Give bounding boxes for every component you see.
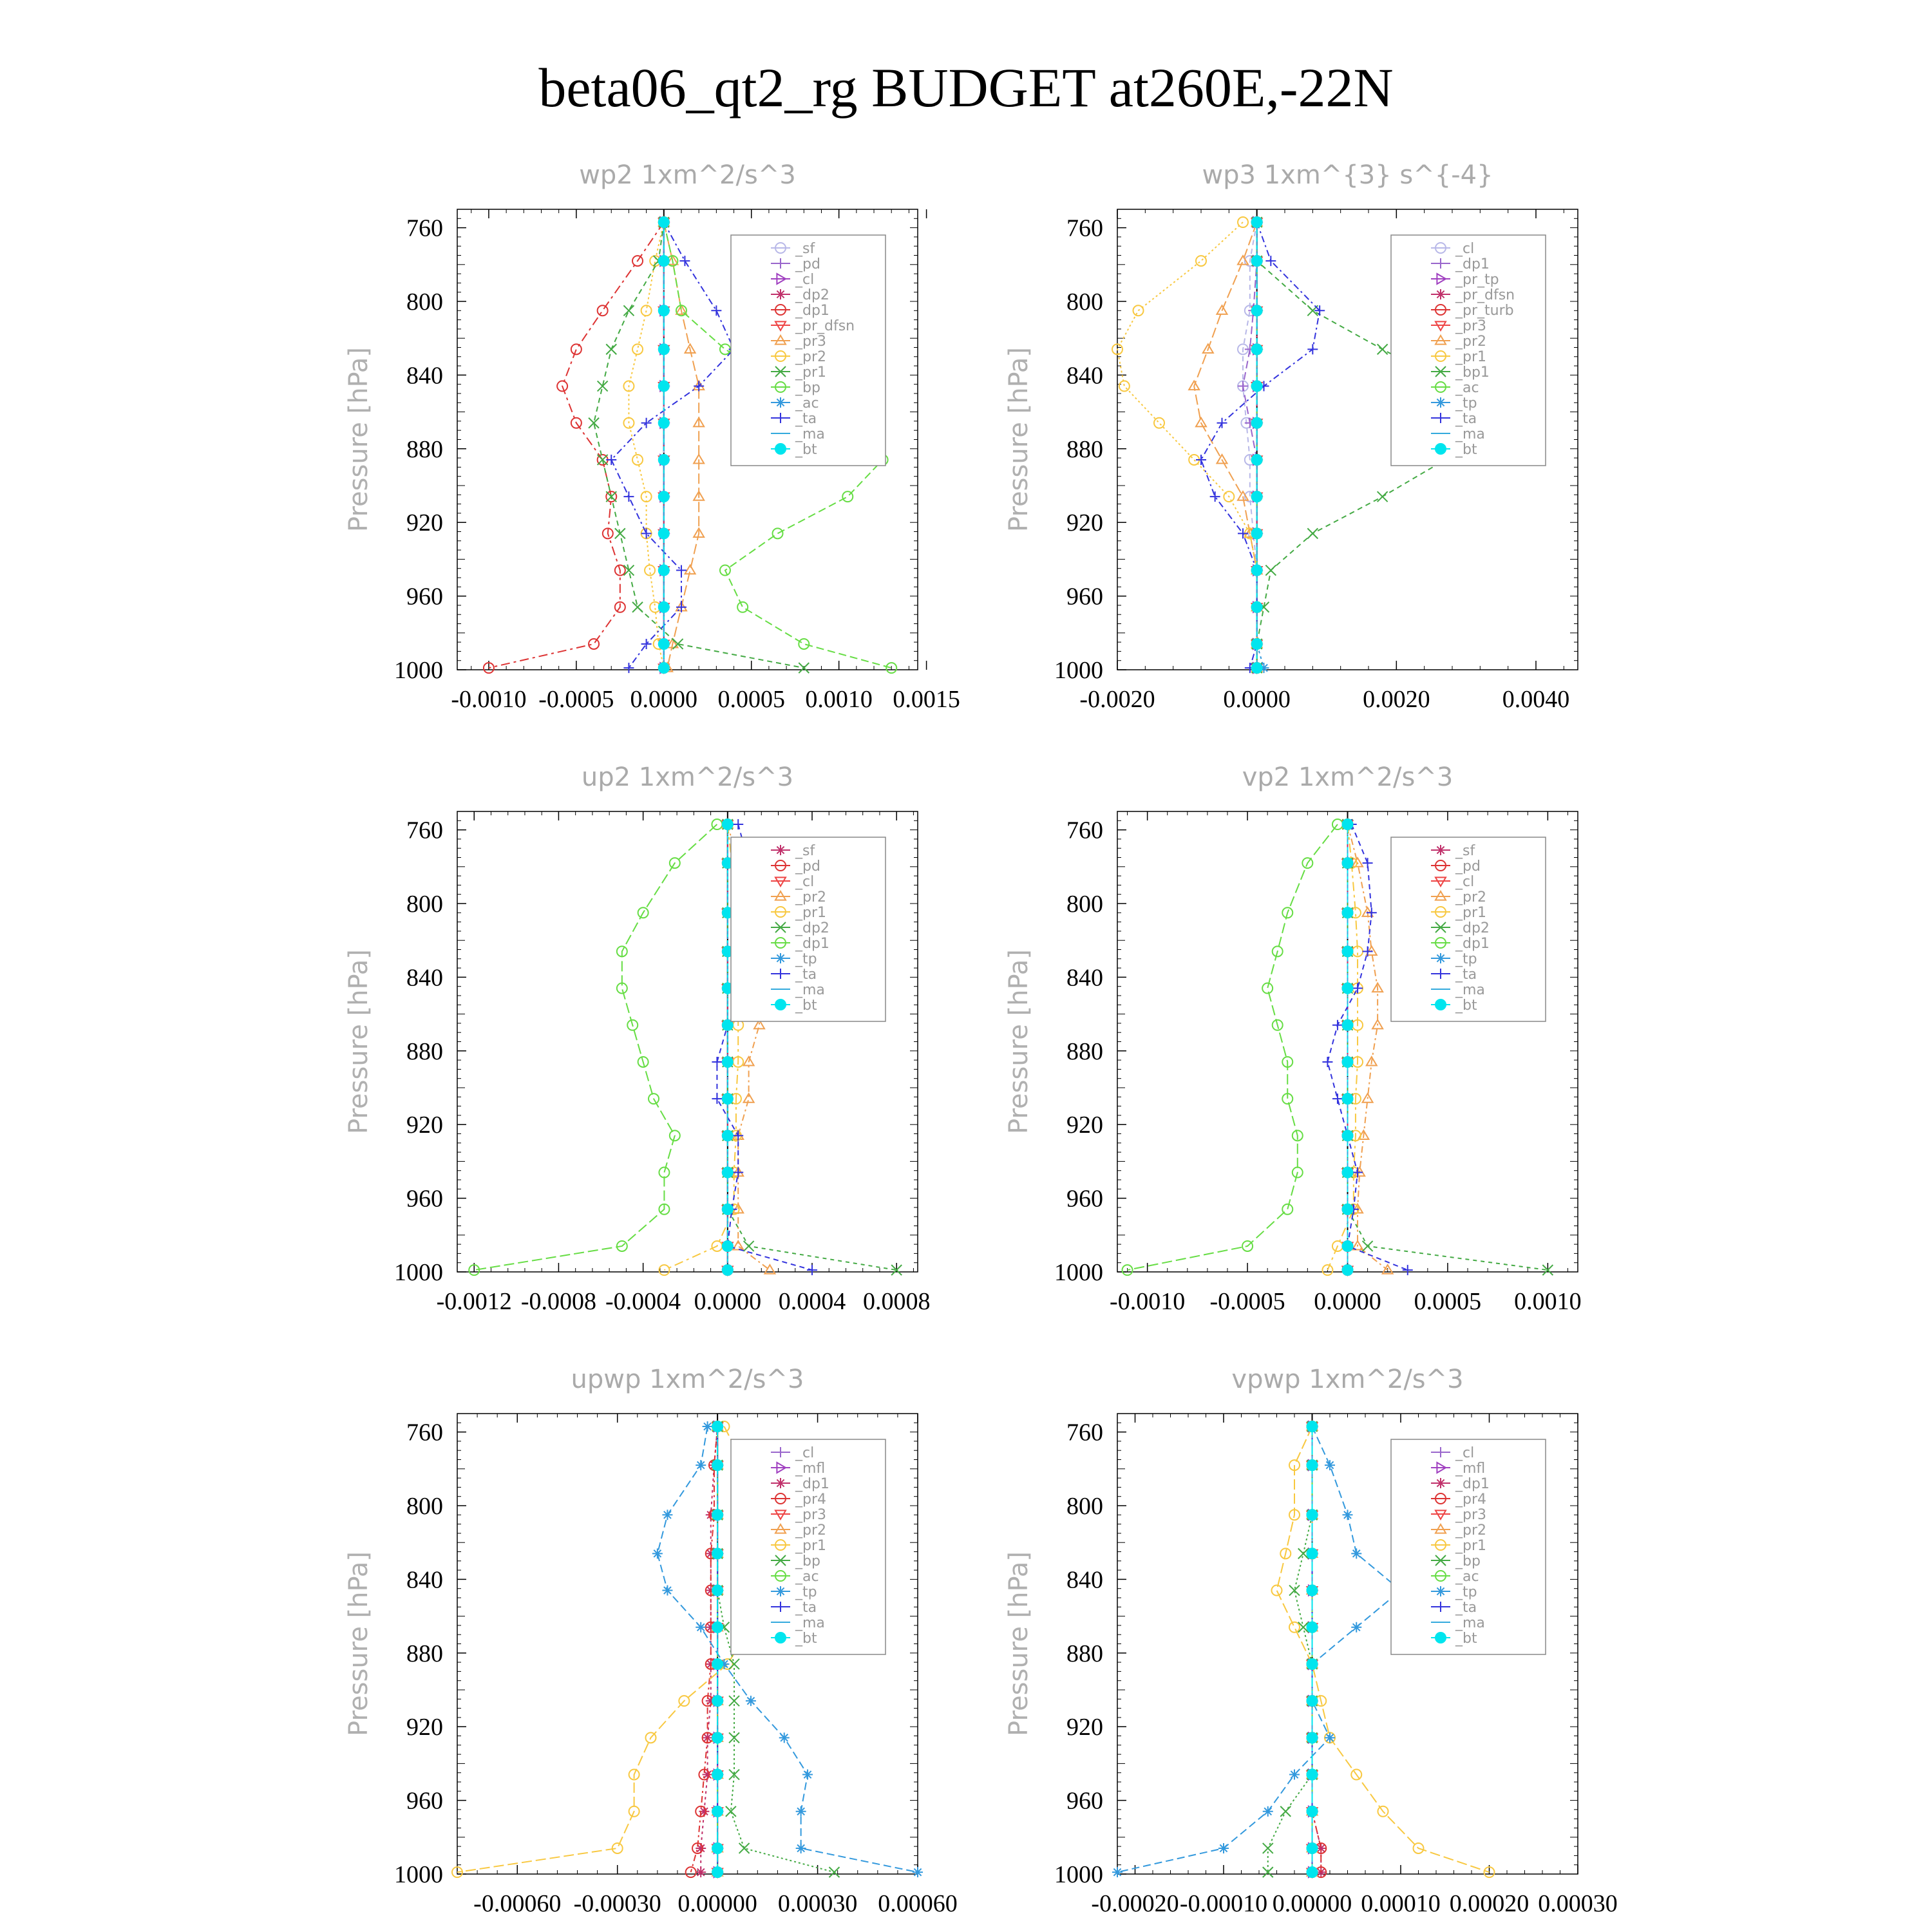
data-point-bt — [659, 663, 669, 673]
y-tick-label: 960 — [1066, 1185, 1103, 1213]
x-tick-label: -0.0008 — [520, 1288, 597, 1315]
legend-marker-tp — [1435, 953, 1446, 963]
y-axis-label: Pressure [hPa] — [1004, 1551, 1034, 1736]
data-point-bt — [1307, 1806, 1318, 1817]
y-tick-label: 1000 — [394, 657, 443, 684]
legend — [1391, 235, 1546, 466]
data-point-bt — [1252, 217, 1262, 227]
legend-marker-bt — [775, 444, 786, 454]
legend-label: _pr2 — [1455, 334, 1487, 350]
y-tick-label: 840 — [1066, 964, 1103, 992]
data-point-bt — [1343, 907, 1353, 918]
data-point-bt — [1307, 1548, 1318, 1558]
legend-marker-ac — [775, 397, 786, 408]
data-point-tp — [796, 1806, 806, 1817]
y-tick-label: 760 — [1066, 1419, 1103, 1446]
legend-label: _bt — [1455, 1631, 1477, 1647]
y-tick-label: 880 — [406, 1640, 443, 1667]
y-tick-label: 1000 — [394, 1861, 443, 1888]
legend-marker-tp — [775, 953, 786, 963]
legend-label: _pr2 — [1455, 1522, 1487, 1539]
legend-label: _ac — [795, 395, 819, 412]
x-tick-label: -0.0004 — [605, 1288, 681, 1315]
data-point-bt — [1252, 565, 1262, 576]
y-tick-label: 840 — [1066, 362, 1103, 390]
y-tick-label: 920 — [406, 1112, 443, 1139]
x-tick-label: -0.0010 — [451, 686, 527, 713]
x-tick-label: 0.0005 — [1414, 1288, 1482, 1315]
x-tick-label: -0.0010 — [1110, 1288, 1186, 1315]
data-point-bt — [1252, 528, 1262, 538]
data-point-bt — [659, 602, 669, 612]
data-point-bt — [723, 1265, 733, 1275]
panel-title: vpwp 1xm^2/s^3 — [1231, 1365, 1464, 1394]
y-tick-label: 880 — [1066, 1037, 1103, 1065]
data-point-bt — [1252, 639, 1262, 649]
data-point-bt — [1252, 381, 1262, 392]
y-tick-label: 960 — [1066, 583, 1103, 611]
legend-label: _ma — [795, 1615, 825, 1631]
x-tick-label: 0.00000 — [677, 1890, 757, 1917]
legend-marker-dp1 — [775, 1478, 786, 1488]
legend-marker-dp2 — [775, 289, 786, 299]
legend-label: _ta — [1455, 411, 1477, 427]
legend — [731, 235, 886, 466]
y-axis-label: Pressure [hPa] — [344, 347, 374, 532]
legend-label: _pr_turb — [1455, 303, 1514, 319]
legend-label: _pd — [1455, 858, 1481, 875]
data-point-bt — [1343, 1168, 1353, 1178]
data-point-bt — [659, 305, 669, 316]
data-point-bt — [659, 256, 669, 266]
y-tick-label: 960 — [406, 1787, 443, 1815]
data-point-bt — [659, 528, 669, 538]
panel-title: upwp 1xm^2/s^3 — [571, 1365, 804, 1394]
y-tick-label: 1000 — [1054, 1861, 1103, 1888]
data-point-bt — [1252, 455, 1262, 465]
data-point-bt — [659, 381, 669, 392]
data-point-bt — [712, 1622, 723, 1633]
data-point-bt — [1343, 858, 1353, 868]
y-tick-label: 840 — [406, 964, 443, 992]
y-tick-label: 920 — [406, 509, 443, 537]
legend-marker-tp — [1435, 397, 1446, 408]
y-tick-label: 760 — [1066, 214, 1103, 242]
legend-marker-pr-dfsn — [1435, 289, 1446, 299]
data-point-bt — [1307, 1696, 1318, 1706]
data-point-bt — [712, 1421, 723, 1432]
legend-label: _bt — [1455, 442, 1477, 458]
legend-label: _dp1 — [795, 936, 829, 952]
legend-label: _ac — [1455, 1569, 1479, 1585]
data-point-bt — [1252, 663, 1262, 673]
data-point-bt — [659, 344, 669, 354]
data-point-bt — [712, 1770, 723, 1780]
x-tick-label: 0.0004 — [778, 1288, 846, 1315]
legend-label: _pr2 — [795, 889, 827, 905]
data-point-bt — [1307, 1586, 1318, 1596]
legend-label: _cl — [795, 272, 815, 288]
y-tick-label: 800 — [406, 891, 443, 918]
x-tick-label: 0.0000 — [1314, 1288, 1381, 1315]
legend-label: _pr2 — [795, 1522, 827, 1539]
legend-label: _bp1 — [1455, 365, 1490, 381]
legend-marker-bt — [1435, 999, 1446, 1010]
y-tick-label: 920 — [1066, 1112, 1103, 1139]
legend-label: _bt — [1455, 998, 1477, 1014]
legend-label: _pr3 — [795, 334, 827, 350]
data-point-bt — [1252, 602, 1262, 612]
data-point-bt — [712, 1806, 723, 1817]
legend-label: _dp1 — [1455, 1476, 1490, 1492]
y-tick-label: 960 — [406, 1185, 443, 1213]
data-point-bt — [723, 1094, 733, 1104]
legend-marker-dp1 — [1435, 1478, 1446, 1488]
x-tick-label: 0.0010 — [805, 686, 873, 713]
data-point-bt — [723, 1057, 733, 1067]
x-tick-label: 0.0040 — [1502, 686, 1570, 713]
legend-label: _bp — [1455, 1553, 1481, 1569]
y-tick-label: 760 — [406, 214, 443, 242]
data-point-bt — [712, 1867, 723, 1877]
panel-title: up2 1xm^2/s^3 — [581, 762, 794, 792]
x-tick-label: -0.0005 — [1209, 1288, 1285, 1315]
data-point-bt — [1343, 1241, 1353, 1251]
legend-marker-sf — [775, 845, 786, 855]
data-point-bt — [712, 1732, 723, 1743]
x-tick-label: -0.0005 — [538, 686, 614, 713]
data-point-bt — [1343, 1265, 1353, 1275]
y-tick-label: 920 — [1066, 1714, 1103, 1741]
legend — [1391, 1439, 1546, 1654]
legend-label: _bt — [795, 1631, 817, 1647]
legend-marker-bt — [775, 999, 786, 1010]
x-tick-label: 0.0015 — [893, 686, 960, 713]
x-tick-label: -0.00020 — [1091, 1890, 1179, 1917]
legend-label: _dp1 — [795, 303, 829, 319]
legend-label: _pr1 — [1455, 1538, 1487, 1554]
legend-marker-sf — [1435, 845, 1446, 855]
data-point-bt — [1343, 1204, 1353, 1215]
legend-label: _ta — [795, 411, 817, 427]
data-point-bt — [1252, 418, 1262, 428]
panel-title: vp2 1xm^2/s^3 — [1242, 762, 1454, 792]
y-tick-label: 880 — [406, 1037, 443, 1065]
legend-label: _pr_dfsn — [1455, 287, 1515, 303]
data-point-bt — [712, 1586, 723, 1596]
x-tick-label: 0.0000 — [694, 1288, 762, 1315]
data-point-bt — [1252, 256, 1262, 266]
y-axis-label: Pressure [hPa] — [344, 1551, 374, 1736]
legend-label: _pr3 — [795, 1507, 827, 1523]
x-tick-label: 0.00020 — [1449, 1890, 1530, 1917]
y-tick-label: 1000 — [394, 1259, 443, 1286]
data-point-bt — [1343, 983, 1353, 994]
legend — [731, 837, 886, 1021]
data-point-bt — [1343, 946, 1353, 956]
legend-label: _ta — [795, 1600, 817, 1616]
data-point-tp — [703, 1421, 713, 1432]
legend-marker-tp — [775, 1586, 786, 1596]
x-tick-label: -0.0020 — [1079, 686, 1155, 713]
legend-label: _bp — [795, 1553, 820, 1569]
x-tick-label: -0.00030 — [573, 1890, 661, 1917]
legend-label: _cl — [1455, 1445, 1475, 1461]
data-point-bt — [712, 1659, 723, 1669]
data-point-bt — [1343, 1057, 1353, 1067]
data-point-bt — [1307, 1770, 1318, 1780]
legend-label: _bp — [795, 380, 820, 396]
data-point-bt — [712, 1843, 723, 1853]
y-axis-label: Pressure [hPa] — [1004, 949, 1034, 1134]
x-tick-label: 0.00010 — [1361, 1890, 1441, 1917]
legend-label: _pr1 — [795, 905, 827, 921]
y-tick-label: 840 — [406, 1566, 443, 1594]
panel-title: wp2 1xm^2/s^3 — [579, 160, 796, 190]
data-point-bt — [1307, 1867, 1318, 1877]
y-tick-label: 1000 — [1054, 657, 1103, 684]
x-tick-label: 0.00060 — [878, 1890, 958, 1917]
y-tick-label: 880 — [1066, 435, 1103, 463]
y-tick-label: 800 — [1066, 1493, 1103, 1520]
legend-marker-bt — [1435, 1633, 1446, 1643]
legend-label: _pr3 — [1455, 1507, 1487, 1523]
legend-label: _pr_dfsn — [795, 318, 855, 334]
panel-title: wp3 1xm^{3} s^{-4} — [1202, 160, 1493, 190]
legend-label: _pd — [795, 858, 820, 875]
legend-label: _dp2 — [795, 920, 829, 936]
legend-label: _tp — [1455, 1584, 1477, 1600]
data-point-bt — [1252, 305, 1262, 316]
data-point-bt — [1307, 1659, 1318, 1669]
data-point-bt — [659, 565, 669, 576]
data-point-bt — [1343, 1094, 1353, 1104]
figure-title: beta06_qt2_rg BUDGET at260E,-22N — [538, 57, 1394, 118]
legend-label: _cl — [1455, 874, 1475, 890]
legend-label: _dp1 — [1455, 256, 1490, 272]
y-tick-label: 800 — [1066, 891, 1103, 918]
x-tick-label: 0.00030 — [777, 1890, 858, 1917]
y-axis-label: Pressure [hPa] — [1004, 347, 1034, 532]
legend-label: _tp — [1455, 395, 1477, 412]
x-tick-label: -0.0012 — [436, 1288, 512, 1315]
x-tick-label: -0.00060 — [473, 1890, 562, 1917]
data-point-bt — [659, 491, 669, 502]
y-tick-label: 920 — [406, 1714, 443, 1741]
y-tick-label: 1000 — [1054, 1259, 1103, 1286]
x-tick-label: 0.0008 — [862, 1288, 931, 1315]
data-point-bt — [1307, 1510, 1318, 1520]
y-tick-label: 760 — [1066, 817, 1103, 844]
legend-label: _sf — [795, 843, 815, 859]
data-point-bt — [659, 418, 669, 428]
legend-label: _cl — [795, 874, 815, 890]
y-tick-label: 960 — [406, 583, 443, 611]
x-tick-label: 0.0000 — [1223, 686, 1291, 713]
legend-label: _pr2 — [1455, 889, 1487, 905]
data-point-bt — [723, 1204, 733, 1215]
legend-label: _dp1 — [795, 1476, 829, 1492]
data-point-bt — [723, 1168, 733, 1178]
legend-marker-tp — [1435, 1586, 1446, 1596]
legend — [1391, 837, 1546, 1021]
legend-label: _mfl — [795, 1461, 826, 1477]
data-point-bt — [1252, 344, 1262, 354]
y-tick-label: 760 — [406, 817, 443, 844]
data-point-bt — [659, 639, 669, 649]
data-point-bt — [1307, 1732, 1318, 1743]
legend-label: _sf — [795, 241, 815, 257]
legend-label: _pr2 — [795, 349, 827, 365]
legend-label: _pr1 — [1455, 349, 1487, 365]
data-point-bt — [1252, 491, 1262, 502]
legend-label: _pr4 — [1455, 1492, 1487, 1508]
data-point-bt — [712, 1510, 723, 1520]
legend-label: _pr_tp — [1455, 272, 1499, 288]
data-point-bt — [1343, 819, 1353, 829]
legend-marker-bt — [775, 1633, 786, 1643]
y-tick-label: 960 — [1066, 1787, 1103, 1815]
x-tick-label: 0.00030 — [1538, 1890, 1618, 1917]
legend-label: _tp — [1455, 951, 1477, 967]
data-point-bt — [723, 1130, 733, 1141]
legend-label: _ma — [1455, 982, 1485, 998]
legend-marker-bt — [1435, 444, 1446, 454]
legend-label: _ma — [795, 426, 825, 442]
data-point-bt — [1307, 1622, 1318, 1633]
legend-label: _ta — [795, 967, 817, 983]
legend — [731, 1439, 886, 1654]
y-axis-label: Pressure [hPa] — [344, 949, 374, 1134]
legend-label: _pr1 — [795, 365, 827, 381]
y-tick-label: 880 — [1066, 1640, 1103, 1667]
data-point-tp — [1351, 1622, 1361, 1633]
data-point-bt — [712, 1460, 723, 1470]
legend-label: _sf — [1455, 843, 1475, 859]
legend-label: _tp — [795, 1584, 817, 1600]
data-point-tp — [696, 1622, 706, 1633]
data-point-bt — [1307, 1421, 1318, 1432]
legend-label: _bt — [795, 998, 817, 1014]
legend-label: _bt — [795, 442, 817, 458]
data-point-bt — [712, 1696, 723, 1706]
legend-label: _tp — [795, 951, 817, 967]
legend-label: _cl — [795, 1445, 815, 1461]
y-tick-label: 920 — [1066, 509, 1103, 537]
legend-label: _pr3 — [1455, 318, 1487, 334]
legend-label: _pr4 — [795, 1492, 827, 1508]
legend-label: _ma — [1455, 426, 1485, 442]
legend-label: _pd — [795, 256, 820, 272]
x-tick-label: 0.00000 — [1272, 1890, 1352, 1917]
data-point-bt — [659, 217, 669, 227]
legend-label: _dp1 — [1455, 936, 1490, 952]
data-point-bt — [1307, 1843, 1318, 1853]
data-point-bt — [712, 1548, 723, 1558]
y-tick-label: 840 — [406, 362, 443, 390]
legend-label: _ta — [1455, 1600, 1477, 1616]
legend-label: _dp2 — [795, 287, 829, 303]
data-point-bt — [723, 819, 733, 829]
legend-label: _ma — [1455, 1615, 1485, 1631]
legend-label: _pr1 — [795, 1538, 827, 1554]
legend-label: _ac — [1455, 380, 1479, 396]
data-point-tp — [1263, 1806, 1273, 1817]
y-tick-label: 840 — [1066, 1566, 1103, 1594]
x-tick-label: -0.00010 — [1179, 1890, 1268, 1917]
legend-label: _dp2 — [1455, 920, 1490, 936]
y-tick-label: 880 — [406, 435, 443, 463]
legend-label: _ac — [795, 1569, 819, 1585]
data-point-bt — [1343, 1130, 1353, 1141]
data-point-bt — [1343, 1020, 1353, 1030]
legend-label: _ta — [1455, 967, 1477, 983]
y-tick-label: 800 — [406, 289, 443, 316]
data-point-bt — [723, 1241, 733, 1251]
legend-label: _mfl — [1455, 1461, 1486, 1477]
y-tick-label: 760 — [406, 1419, 443, 1446]
y-tick-label: 800 — [406, 1493, 443, 1520]
legend-label: _pr1 — [1455, 905, 1487, 921]
legend-label: _cl — [1455, 241, 1475, 257]
x-tick-label: 0.0020 — [1363, 686, 1430, 713]
legend-label: _ma — [795, 982, 825, 998]
x-tick-label: 0.0005 — [717, 686, 785, 713]
x-tick-label: 0.0000 — [630, 686, 698, 713]
y-tick-label: 800 — [1066, 289, 1103, 316]
data-point-bt — [1307, 1460, 1318, 1470]
data-point-bt — [659, 455, 669, 465]
x-tick-label: 0.0010 — [1514, 1288, 1582, 1315]
